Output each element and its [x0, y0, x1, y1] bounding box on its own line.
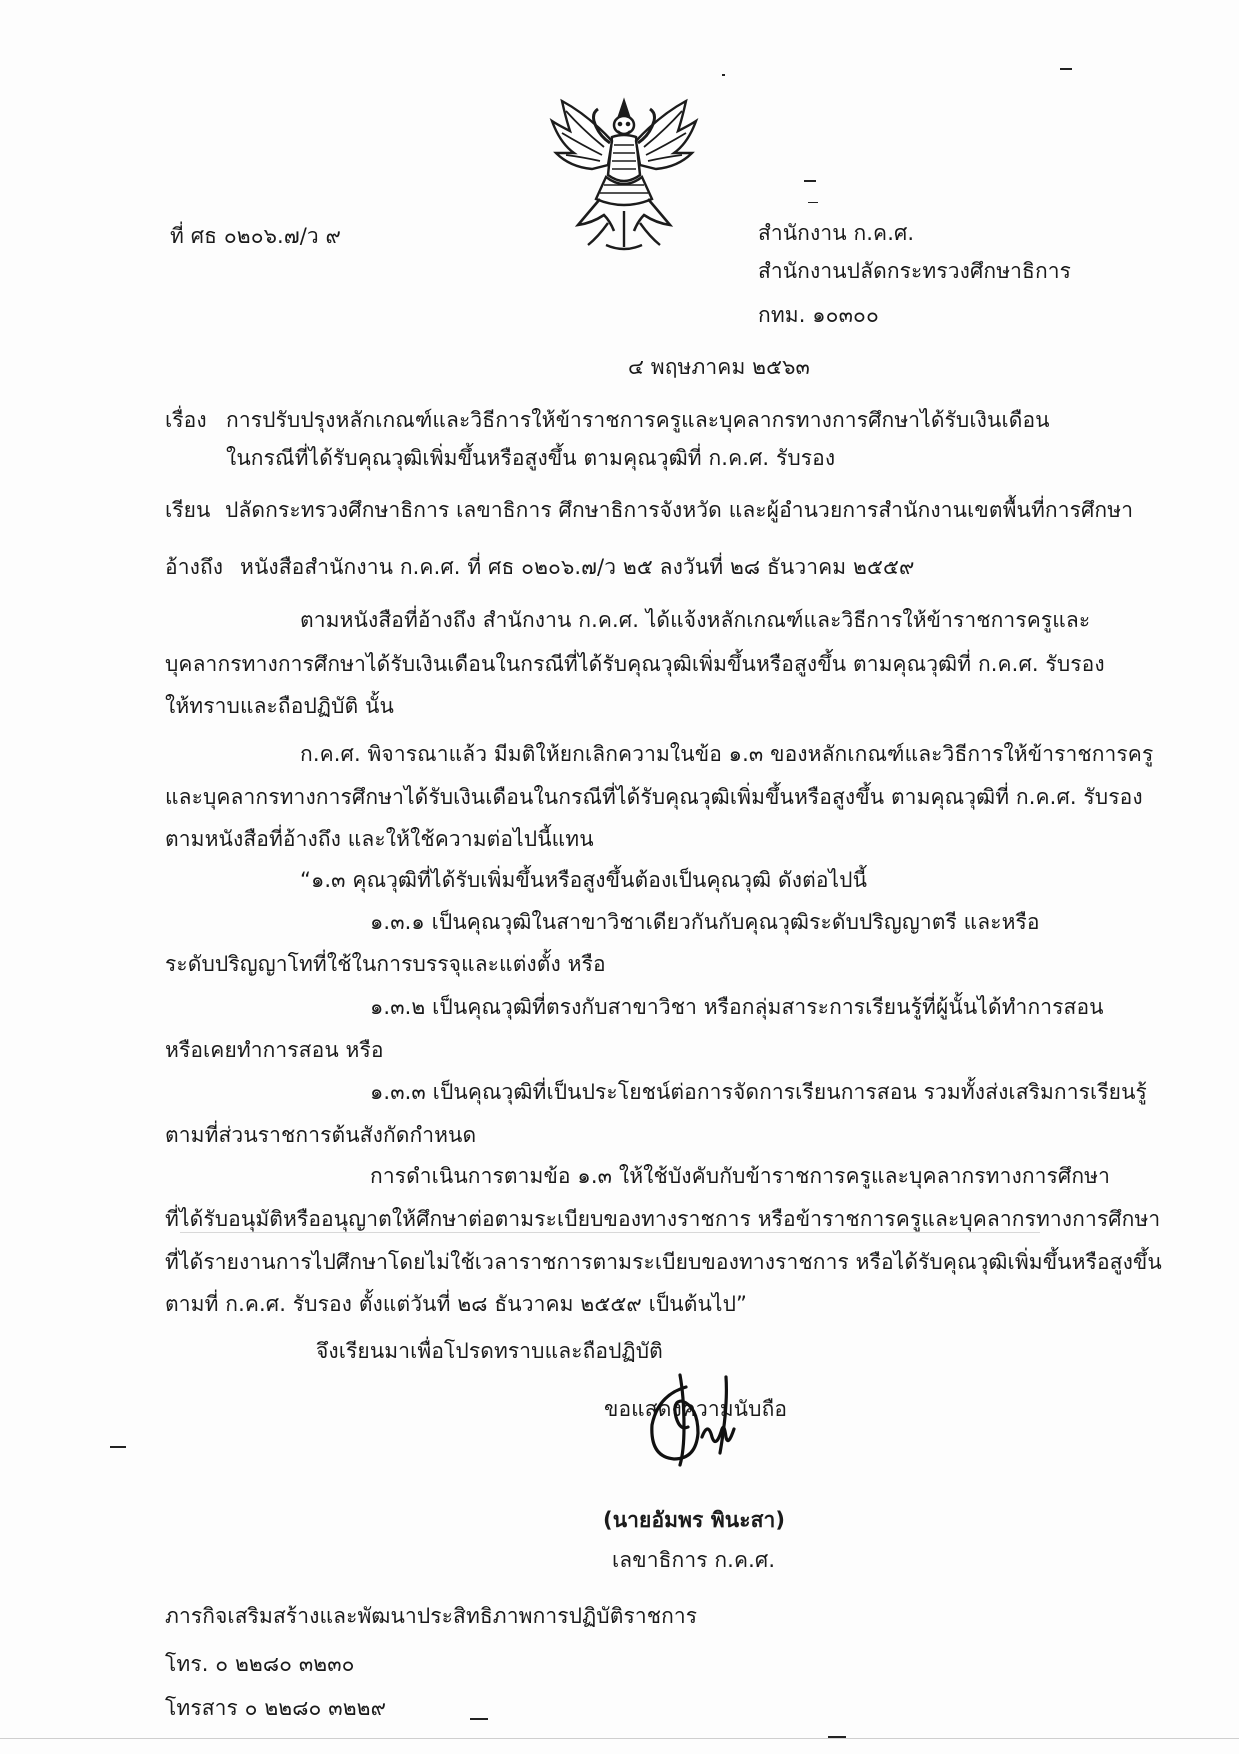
office-line-3: กทม. ๑๐๓๐๐ — [758, 303, 879, 327]
body-paragraph-3-line-3: ที่ได้รายงานการไปศึกษาโดยไม่ใช้เวลาราชการตามระเบียบของทางราชการ หรือได้รับคุณวุฒิเพิ่มขึ้นหรือสูงขึ้น — [165, 1250, 1162, 1274]
regards-text: ขอแสดงความนับถือ — [604, 1397, 788, 1421]
footer-unit: ภารกิจเสริมสร้างและพัฒนาประสิทธิภาพการปฏิบัติราชการ — [165, 1604, 698, 1628]
body-paragraph-2-line-2: และบุคลากรทางการศึกษาได้รับเงินเดือนในกรณีที่ได้รับคุณวุฒิเพิ่มขึ้นหรือสูงขึ้น ตามคุณวุฒิที่ ก.ค.ศ. รับรอง — [165, 785, 1143, 809]
scan-mark — [1060, 68, 1072, 70]
body-paragraph-2-line-3: ตามหนังสือที่อ้างถึง และให้ใช้ความต่อไปนี้แทน — [165, 827, 594, 851]
body-paragraph-3-line-2: ที่ได้รับอนุมัติหรืออนุญาตให้ศึกษาต่อตามระเบียบของทางราชการ หรือข้าราชการครูและบุคลากรทางการศึกษา — [165, 1207, 1161, 1231]
body-paragraph-1-line-3: ให้ทราบและถือปฏิบัติ นั้น — [165, 694, 394, 718]
scan-mark — [180, 1232, 1040, 1233]
addressee-text: ปลัดกระทรวงศึกษาธิการ เลขาธิการ ศึกษาธิการจังหวัด และผู้อำนวยการสำนักงานเขตพื้นที่การศึกษา — [225, 498, 1134, 522]
clause-1-3-3-line-2: ตามที่ส่วนราชการต้นสังกัดกำหนด — [165, 1123, 477, 1147]
body-paragraph-3-line-4: ตามที่ ก.ค.ศ. รับรอง ตั้งแต่วันที่ ๒๘ ธันวาคม ๒๕๕๙ เป็นต้นไป” — [165, 1292, 747, 1316]
document-date: ๔ พฤษภาคม ๒๕๖๓ — [628, 355, 810, 379]
body-paragraph-2-line-1: ก.ค.ศ. พิจารณาแล้ว มีมติให้ยกเลิกความในข้อ ๑.๓ ของหลักเกณฑ์และวิธีการให้ข้าราชการครู — [300, 742, 1154, 766]
clause-1-3-3-line-1: ๑.๓.๓ เป็นคุณวุฒิที่เป็นประโยชน์ต่อการจัดการเรียนการสอน รวมทั้งส่งเสริมการเรียนรู้ — [370, 1080, 1147, 1104]
body-paragraph-1-line-2: บุคลากรทางการศึกษาได้รับเงินเดือนในกรณีที่ได้รับคุณวุฒิเพิ่มขึ้นหรือสูงขึ้น ตามคุณวุฒิที่ ก.ค.ศ. รับรอง — [165, 652, 1105, 676]
quoted-clause-heading: “๑.๓ คุณวุฒิที่ได้รับเพิ่มขึ้นหรือสูงขึ้นต้องเป็นคุณวุฒิ ดังต่อไปนี้ — [300, 868, 868, 892]
footer-fax: โทรสาร ๐ ๒๒๘๐ ๓๒๒๙ — [165, 1696, 387, 1720]
scan-mark — [470, 1718, 488, 1720]
subject-label: เรื่อง — [165, 408, 207, 432]
handwritten-signature — [628, 1367, 778, 1477]
footer-telephone: โทร. ๐ ๒๒๘๐ ๓๒๓๐ — [165, 1652, 355, 1676]
reference-number: ที่ ศธ ๐๒๐๖.๗/ว ๙ — [170, 224, 342, 248]
scan-mark — [804, 180, 816, 182]
clause-1-3-2-line-2: หรือเคยทำการสอน หรือ — [165, 1038, 384, 1062]
reference-text: หนังสือสำนักงาน ก.ค.ศ. ที่ ศธ ๐๒๐๖.๗/ว ๒๕ ลงวันที่ ๒๘ ธันวาคม ๒๕๕๙ — [240, 555, 915, 579]
reference-label: อ้างถึง — [165, 555, 224, 579]
office-line-2: สำนักงานปลัดกระทรวงศึกษาธิการ — [758, 259, 1072, 283]
scan-mark — [110, 1446, 126, 1448]
scan-mark — [0, 1738, 1239, 1739]
subject-line-2: ในกรณีที่ได้รับคุณวุฒิเพิ่มขึ้นหรือสูงขึ้น ตามคุณวุฒิที่ ก.ค.ศ. รับรอง — [226, 446, 836, 470]
signatory-name: (นายอัมพร พินะสา) — [603, 1508, 786, 1532]
garuda-emblem-icon — [548, 95, 700, 253]
body-paragraph-1-line-1: ตามหนังสือที่อ้างถึง สำนักงาน ก.ค.ศ. ได้แจ้งหลักเกณฑ์และวิธีการให้ข้าราชการครูและ — [300, 608, 1091, 632]
clause-1-3-1-line-1: ๑.๓.๑ เป็นคุณวุฒิในสาขาวิชาเดียวกันกับคุณวุฒิระดับปริญญาตรี และหรือ — [370, 910, 1040, 934]
subject-line-1: การปรับปรุงหลักเกณฑ์และวิธีการให้ข้าราชการครูและบุคลากรทางการศึกษาได้รับเงินเดือน — [226, 408, 1050, 432]
clause-1-3-1-line-2: ระดับปริญญาโทที่ใช้ในการบรรจุและแต่งตั้ง หรือ — [165, 952, 606, 976]
scan-mark — [808, 202, 818, 203]
signatory-position: เลขาธิการ ก.ค.ศ. — [612, 1548, 776, 1572]
body-paragraph-3-line-1: การดำเนินการตามข้อ ๑.๓ ให้ใช้บังคับกับข้าราชการครูและบุคลากรทางการศึกษา — [370, 1164, 1111, 1188]
office-line-1: สำนักงาน ก.ค.ศ. — [758, 221, 915, 245]
clause-1-3-2-line-1: ๑.๓.๒ เป็นคุณวุฒิที่ตรงกับสาขาวิชา หรือกลุ่มสาระการเรียนรู้ที่ผู้นั้นได้ทำการสอน — [370, 995, 1104, 1019]
closing-line: จึงเรียนมาเพื่อโปรดทราบและถือปฏิบัติ — [316, 1339, 663, 1363]
addressee-label: เรียน — [165, 498, 211, 522]
scan-mark — [722, 74, 725, 76]
